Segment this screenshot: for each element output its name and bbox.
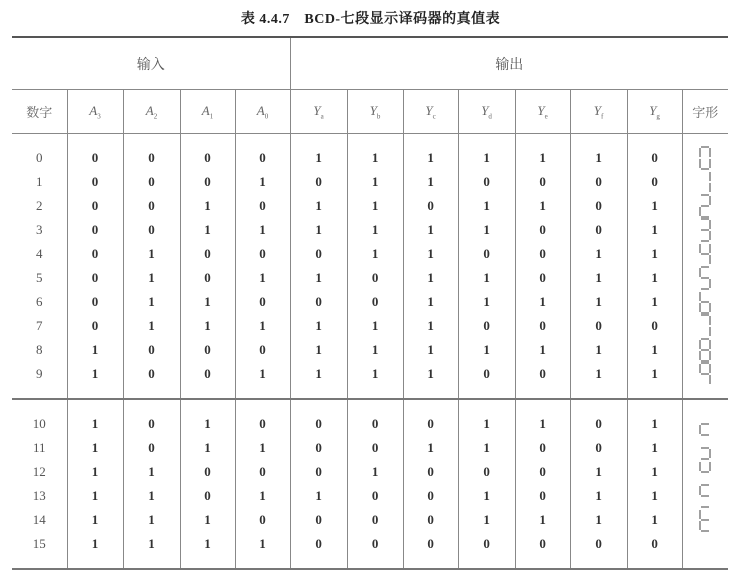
output-cell: 1 [627,362,682,386]
input-cell: 1 [180,314,235,338]
col-subscript: d [488,112,492,121]
seven-segment-glyph [698,460,712,484]
output-cell: 1 [627,194,682,218]
output-cell: 1 [458,218,515,242]
seven-segment-glyph [698,242,712,266]
output-cell: 0 [515,362,570,386]
digit-cell: 9 [36,366,43,381]
input-cell: 1 [235,218,290,242]
output-cell: 1 [627,266,682,290]
output-cell: 0 [627,532,682,556]
output-col-header [347,90,403,134]
glyph-cell [682,484,728,508]
output-cell: 1 [403,290,458,314]
digit-cell: 7 [36,318,43,333]
output-cell: 0 [347,290,403,314]
table-row [12,460,728,484]
input-cell: 0 [67,290,123,314]
input-cell: 1 [123,508,180,532]
output-cell: 0 [403,460,458,484]
output-cell: 1 [347,218,403,242]
col-subscript: f [601,112,604,121]
output-cell: 1 [347,242,403,266]
input-header: 输入 [12,37,290,90]
col-subscript: 1 [209,112,214,121]
col-letter: A [201,102,210,118]
input-cell: 0 [180,484,235,508]
output-cell: 0 [347,484,403,508]
output-cell: 1 [290,362,347,386]
output-cell: 1 [627,218,682,242]
spacer-row [12,134,728,147]
table-row [12,170,728,194]
digit-cell: 13 [32,488,46,503]
input-col-header [67,90,123,134]
input-cell: 1 [235,362,290,386]
input-cell: 1 [235,436,290,460]
output-cell: 1 [515,508,570,532]
output-cell: 0 [627,146,682,170]
output-col-header [403,90,458,134]
table-row [12,266,728,290]
table-row [12,436,728,460]
table-row [12,508,728,532]
col-letter: Y [593,102,601,118]
glyph-cell [682,412,728,436]
seven-segment-glyph [698,532,712,556]
output-cell: 1 [290,218,347,242]
seven-segment-glyph [698,436,712,460]
input-cell: 1 [123,242,180,266]
table-row [12,362,728,386]
input-cell: 0 [67,266,123,290]
input-cell: 1 [67,484,123,508]
output-cell: 0 [347,436,403,460]
table-row [12,484,728,508]
output-cell: 1 [347,146,403,170]
col-subscript: c [432,112,436,121]
col-letter: A [145,102,154,118]
output-cell: 1 [627,460,682,484]
table-title: 表 4.4.7 BCD-七段显示译码器的真值表 [240,12,501,27]
col-subscript: b [376,112,381,121]
output-cell: 1 [458,436,515,460]
input-cell: 0 [123,338,180,362]
output-cell: 0 [290,290,347,314]
input-cell: 1 [67,338,123,362]
input-cell: 0 [235,412,290,436]
output-cell: 0 [458,532,515,556]
glyph-cell [682,436,728,460]
digit-cell: 5 [36,270,43,285]
output-col-header [570,90,627,134]
input-cell: 0 [235,290,290,314]
output-cell: 1 [403,436,458,460]
truth-table [12,36,728,570]
output-cell: 0 [515,314,570,338]
input-cell: 1 [67,508,123,532]
output-cell: 1 [627,242,682,266]
col-subscript: e [544,112,548,121]
table-row [12,242,728,266]
glyph-cell [682,460,728,484]
output-cell: 1 [347,338,403,362]
col-letter: Y [649,102,657,118]
input-cell: 0 [123,436,180,460]
output-col-header [458,90,515,134]
output-cell: 1 [627,436,682,460]
seven-segment-glyph [698,170,712,194]
output-cell: 1 [347,460,403,484]
output-cell: 1 [570,508,627,532]
input-cell: 1 [67,460,123,484]
output-cell: 0 [515,484,570,508]
input-cell: 1 [123,290,180,314]
input-cell: 1 [123,484,180,508]
seven-segment-glyph [698,314,712,338]
digit-cell: 4 [36,246,43,261]
output-cell: 1 [290,484,347,508]
output-cell: 0 [458,170,515,194]
digit-cell: 0 [36,150,43,165]
glyph-cell [682,266,728,290]
output-cell: 0 [403,412,458,436]
col-subscript: g [656,112,660,121]
output-cell: 0 [290,460,347,484]
output-cell: 1 [570,484,627,508]
input-cell: 1 [180,436,235,460]
output-cell: 1 [570,362,627,386]
output-cell: 0 [570,532,627,556]
input-cell: 0 [123,218,180,242]
output-cell: 0 [403,194,458,218]
input-cell: 0 [67,218,123,242]
spacer-row [12,556,728,569]
input-cell: 1 [180,290,235,314]
glyph-cell [682,218,728,242]
output-cell: 1 [458,194,515,218]
output-cell: 1 [627,412,682,436]
table-row [12,412,728,436]
glyph-cell [682,362,728,386]
digit-cell: 15 [32,536,46,551]
input-cell: 1 [123,532,180,556]
output-cell: 0 [403,532,458,556]
output-cell: 1 [347,170,403,194]
seven-segment-glyph [698,194,712,218]
input-cell: 0 [67,194,123,218]
input-cell: 1 [180,218,235,242]
input-cell: 0 [235,508,290,532]
input-cell: 1 [123,314,180,338]
output-cell: 0 [347,412,403,436]
input-cell: 1 [180,532,235,556]
glyph-cell [682,146,728,170]
digit-cell: 8 [36,342,43,357]
output-cell: 1 [458,266,515,290]
glyph-cell [682,170,728,194]
input-cell: 0 [123,170,180,194]
output-cell: 1 [290,266,347,290]
input-cell: 0 [180,460,235,484]
output-header: 输出 [290,37,728,90]
output-cell: 0 [570,436,627,460]
output-cell: 1 [570,338,627,362]
output-cell: 1 [515,412,570,436]
col-subscript: 2 [153,112,158,121]
output-cell: 0 [570,194,627,218]
output-cell: 1 [290,194,347,218]
digit-cell: 14 [32,512,46,527]
output-cell: 0 [627,170,682,194]
output-cell: 0 [290,242,347,266]
input-cell: 0 [123,362,180,386]
input-cell: 1 [180,508,235,532]
output-cell: 0 [347,532,403,556]
spacer-row [12,399,728,412]
seven-segment-glyph [698,290,712,314]
output-cell: 0 [458,314,515,338]
input-cell: 0 [67,314,123,338]
output-cell: 0 [515,242,570,266]
table-row [12,146,728,170]
digit-header: 数字 [12,90,67,134]
digit-cell: 2 [36,198,43,213]
input-cell: 1 [67,436,123,460]
output-cell: 0 [515,436,570,460]
output-cell: 1 [458,484,515,508]
output-cell: 0 [290,532,347,556]
input-cell: 0 [180,242,235,266]
output-cell: 1 [347,362,403,386]
input-cell: 0 [235,242,290,266]
output-cell: 0 [403,484,458,508]
output-cell: 0 [458,242,515,266]
table-row [12,532,728,556]
input-cell: 1 [67,362,123,386]
glyph-cell [682,532,728,556]
table-row [12,338,728,362]
input-cell: 0 [180,338,235,362]
input-cell: 1 [235,170,290,194]
digit-cell: 6 [36,294,43,309]
seven-segment-glyph [698,412,712,436]
output-cell: 1 [627,338,682,362]
input-cell: 0 [235,194,290,218]
output-cell: 1 [403,314,458,338]
output-cell: 1 [570,242,627,266]
output-cell: 0 [515,170,570,194]
output-cell: 1 [403,362,458,386]
input-col-header [123,90,180,134]
input-cell: 1 [235,266,290,290]
output-cell: 1 [627,290,682,314]
output-cell: 1 [515,338,570,362]
output-col-header [290,90,347,134]
output-cell: 1 [570,266,627,290]
output-cell: 0 [570,218,627,242]
output-cell: 1 [347,194,403,218]
output-cell: 0 [515,218,570,242]
input-cell: 1 [180,412,235,436]
col-letter: Y [313,102,321,118]
output-cell: 0 [570,170,627,194]
input-cell: 0 [123,146,180,170]
seven-segment-glyph [698,484,712,508]
glyph-cell [682,290,728,314]
input-cell: 0 [123,194,180,218]
output-cell: 1 [458,290,515,314]
input-cell: 0 [123,412,180,436]
output-cell: 0 [290,170,347,194]
output-cell: 0 [570,412,627,436]
input-cell: 0 [67,146,123,170]
output-cell: 0 [290,508,347,532]
seven-segment-glyph [698,508,712,532]
table-row [12,218,728,242]
digit-cell: 1 [36,174,43,189]
output-cell: 1 [515,194,570,218]
input-cell: 0 [235,460,290,484]
input-col-header [180,90,235,134]
input-cell: 0 [180,266,235,290]
digit-cell: 11 [32,440,46,455]
input-cell: 1 [67,412,123,436]
glyph-cell [682,508,728,532]
output-cell: 0 [627,314,682,338]
input-col-header [235,90,290,134]
seven-segment-glyph [698,338,712,362]
input-cell: 0 [235,338,290,362]
output-cell: 1 [515,146,570,170]
output-cell: 1 [403,338,458,362]
input-cell: 0 [235,146,290,170]
output-cell: 0 [515,460,570,484]
digit-cell: 10 [32,416,46,431]
input-cell: 1 [235,484,290,508]
output-cell: 1 [347,314,403,338]
input-cell: 1 [235,314,290,338]
output-cell: 0 [403,508,458,532]
output-cell: 0 [347,508,403,532]
input-cell: 1 [123,266,180,290]
input-cell: 0 [180,170,235,194]
glyph-header: 字形 [682,90,728,134]
output-cell: 0 [458,362,515,386]
output-cell: 0 [290,436,347,460]
seven-segment-glyph [698,146,712,170]
spacer-row [12,386,728,399]
glyph-cell [682,314,728,338]
output-col-header [515,90,570,134]
output-col-header [627,90,682,134]
table-row [12,290,728,314]
output-cell: 1 [458,338,515,362]
col-subscript: 0 [264,112,269,121]
output-cell: 1 [570,290,627,314]
glyph-cell [682,194,728,218]
glyph-cell [682,242,728,266]
col-subscript: a [320,112,324,121]
output-cell: 1 [570,460,627,484]
output-cell: 1 [403,266,458,290]
input-cell: 0 [180,146,235,170]
col-letter: Y [481,102,489,118]
output-cell: 1 [290,338,347,362]
output-cell: 1 [458,146,515,170]
seven-segment-glyph [698,362,712,386]
output-cell: 0 [515,266,570,290]
output-cell: 0 [347,266,403,290]
output-cell: 1 [515,290,570,314]
table-row [12,194,728,218]
output-cell: 1 [290,314,347,338]
glyph-cell [682,338,728,362]
output-cell: 1 [403,146,458,170]
output-cell: 0 [515,532,570,556]
output-cell: 1 [403,242,458,266]
table-row [12,314,728,338]
col-letter: A [256,102,265,118]
col-subscript: 3 [97,112,101,121]
input-cell: 0 [180,362,235,386]
output-cell: 0 [290,412,347,436]
output-cell: 1 [290,146,347,170]
seven-segment-glyph [698,218,712,242]
output-cell: 1 [458,412,515,436]
output-cell: 0 [570,314,627,338]
output-cell: 1 [403,170,458,194]
input-cell: 0 [67,170,123,194]
seven-segment-glyph [698,266,712,290]
input-cell: 1 [235,532,290,556]
input-cell: 0 [67,242,123,266]
input-cell: 1 [123,460,180,484]
output-cell: 1 [627,508,682,532]
output-cell: 1 [627,484,682,508]
output-cell: 1 [570,146,627,170]
output-cell: 1 [458,508,515,532]
digit-cell: 12 [32,464,46,479]
col-letter: Y [425,102,433,118]
output-cell: 1 [403,218,458,242]
digit-cell: 3 [36,222,43,237]
col-letter: A [89,102,98,118]
input-cell: 1 [67,532,123,556]
input-cell: 1 [180,194,235,218]
output-cell: 0 [458,460,515,484]
col-letter: Y [369,102,377,118]
col-letter: Y [537,102,545,118]
